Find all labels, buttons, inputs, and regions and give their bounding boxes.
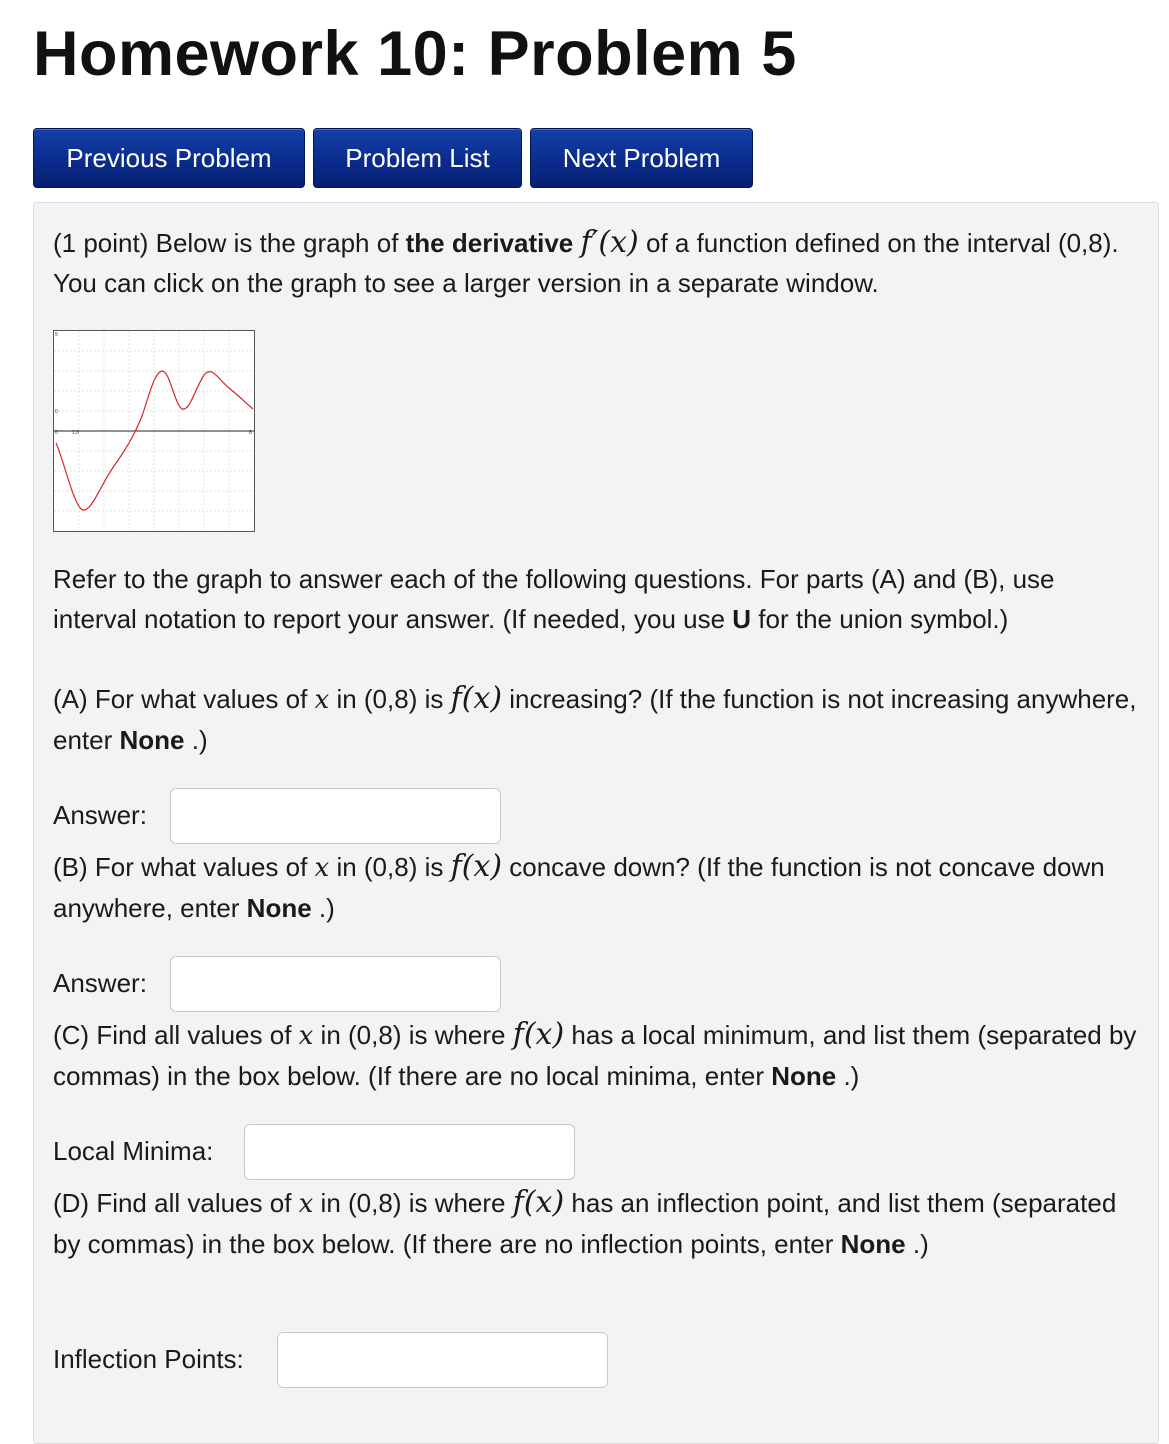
part-b-answer-input[interactable] bbox=[170, 956, 501, 1012]
part-c-text-3: has a local minimum, and list them (separated by commas) in the box below. (If there are no local minima, enter bbox=[53, 1020, 1137, 1091]
none-keyword: None bbox=[246, 893, 312, 923]
part-b-text: (B) For what values of bbox=[53, 852, 315, 882]
graph-label-left: 0 bbox=[55, 430, 58, 436]
part-c-text: (C) Find all values of bbox=[53, 1020, 299, 1050]
part-c-text-4: .) bbox=[836, 1061, 860, 1091]
part-d-text: (D) Find all values of bbox=[53, 1188, 299, 1218]
union-symbol: U bbox=[732, 604, 752, 634]
none-keyword: None bbox=[840, 1229, 906, 1259]
fprime-math: f′(x) bbox=[580, 225, 639, 260]
part-a-question bbox=[53, 679, 1143, 760]
graph-label-right: 8 bbox=[249, 430, 252, 436]
page-title: Homework 10: Problem 5 bbox=[33, 19, 797, 89]
part-b-question bbox=[53, 847, 1143, 928]
part-b-text-2: in (0,8) is bbox=[329, 852, 451, 882]
part-c-question bbox=[53, 1015, 1143, 1096]
part-c-text-2: in (0,8) is where bbox=[313, 1020, 513, 1050]
fx-math: f(x) bbox=[512, 1017, 565, 1052]
part-b-answer-label: Answer: bbox=[53, 968, 147, 998]
problem-list-button[interactable]: Problem List bbox=[313, 128, 522, 188]
part-a-text-4: .) bbox=[184, 725, 208, 755]
x-math: x bbox=[298, 1021, 314, 1051]
x-math: x bbox=[314, 685, 330, 715]
instructions-text-end: for the union symbol.) bbox=[751, 604, 1009, 634]
part-b-text-4: .) bbox=[311, 893, 335, 923]
none-keyword: None bbox=[119, 725, 185, 755]
intro-text: (1 point) Below is the graph of bbox=[53, 228, 406, 258]
problem-body bbox=[33, 202, 1159, 1444]
part-a-text: (A) For what values of bbox=[53, 684, 315, 714]
part-a-text-2: in (0,8) is bbox=[329, 684, 451, 714]
graph-label-xtick: 1,0 bbox=[72, 430, 79, 436]
fx-math: f(x) bbox=[450, 849, 503, 884]
derivative-curve bbox=[56, 371, 253, 510]
part-d-text-3: has an inflection point, and list them (separated by commas) in the box below. (If there are no inflection points, enter bbox=[53, 1188, 1117, 1259]
inflection-points-input[interactable] bbox=[277, 1332, 608, 1388]
instructions-text: Refer to the graph to answer each of the following questions. For parts (A) and (B), use interval notation to report your answer. (If needed, you use bbox=[53, 564, 1055, 634]
derivative-graph[interactable] bbox=[53, 330, 255, 532]
fx-math: f(x) bbox=[512, 1185, 565, 1220]
inflection-points-label: Inflection Points: bbox=[53, 1344, 244, 1374]
part-a-text-3: increasing? (If the function is not increasing anywhere, enter bbox=[53, 684, 1137, 755]
instructions bbox=[53, 559, 1143, 639]
intro-bold: the derivative bbox=[405, 228, 574, 258]
local-minima-input[interactable] bbox=[244, 1124, 575, 1180]
graph-label-top: 5 bbox=[55, 332, 58, 338]
part-d-question bbox=[53, 1183, 1143, 1264]
fx-math: f(x) bbox=[450, 681, 503, 716]
previous-problem-button[interactable]: Previous Problem bbox=[33, 128, 305, 188]
next-problem-button[interactable]: Next Problem bbox=[530, 128, 753, 188]
local-minima-label: Local Minima: bbox=[53, 1136, 214, 1166]
part-d-text-2: in (0,8) is where bbox=[313, 1188, 513, 1218]
graph-label-mid: 0 bbox=[55, 409, 58, 415]
part-d-text-4: .) bbox=[905, 1229, 929, 1259]
x-math: x bbox=[314, 853, 330, 883]
problem-intro bbox=[53, 223, 1143, 303]
part-a-answer-label: Answer: bbox=[53, 800, 147, 830]
part-b-text-3: concave down? (If the function is not concave down anywhere, enter bbox=[53, 852, 1105, 923]
none-keyword: None bbox=[771, 1061, 837, 1091]
intro-text-end: of a function defined on the interval (0,8). You can click on the graph to see a larger version in a separate window. bbox=[53, 228, 1119, 298]
x-math: x bbox=[298, 1189, 314, 1219]
part-a-answer-input[interactable] bbox=[170, 788, 501, 844]
